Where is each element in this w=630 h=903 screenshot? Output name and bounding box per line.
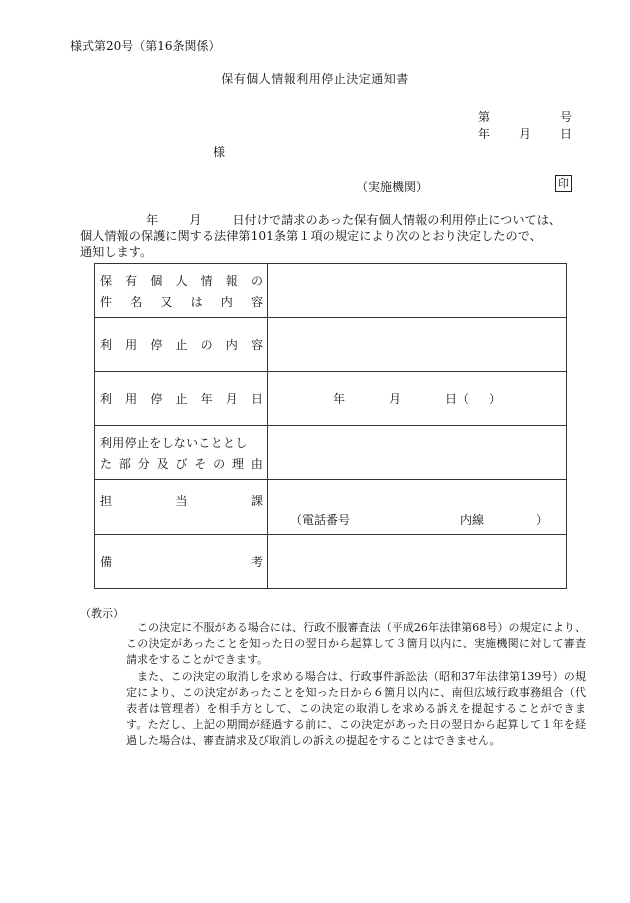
phone-number-label: （電話番号 [290,513,351,527]
label-date: 利 用 停 止 年 月 日 [95,372,268,426]
label-content: 利 用 停 止 の 内 容 [95,318,268,372]
body-line-1-rest: 日付けで請求のあった保有個人情報の利用停止については、 [232,213,562,227]
extension-label: 内線 [460,513,485,527]
date-year: 年 [478,127,491,141]
notes-paragraph-2: また、この決定の取消しを求める場合は、行政事件訴訟法（昭和37年法律第139号）の規定により、この決定があったことを知った日から６箇月以内に、南但広域行政事務組合（代表者は管理者）を相手方として、この決定の取消しを求める訴えを提起することができます。ただし、上記の期間が経過する前に、この決定があった日の翌日から起算して１年を経過した場合は、審査請求及び取消しの訴えの提起をすることはできません。 [126,669,586,748]
decision-table [94,263,567,589]
body-line-1 [80,212,586,228]
body-line-2: 個人情報の保護に関する法律第101条第１項の規定により次のとおり決定したので、 [80,229,542,243]
table-row-remarks [95,535,567,589]
phone-close-paren: ） [536,513,549,527]
document-title: 保有個人情報利用停止決定通知書 [221,72,409,86]
implementing-agency: （実施機関） [356,180,429,194]
seal-stamp: 印 [555,175,572,192]
body-month: 月 [189,213,202,227]
value-content[interactable] [268,318,567,372]
label-section: 担 当 課 [95,480,268,535]
body-text [80,212,586,260]
number-dai: 第 [478,110,491,124]
table-row-date [95,372,567,426]
label-remarks: 備 考 [95,535,268,589]
recipient-sama: 様 [213,145,226,159]
label-info-line-2: 件 名 又 は 内 容 [100,294,263,309]
table-row-content [95,318,567,372]
notes-heading: （教示） [80,607,124,620]
table-row-info [95,264,567,318]
table-row-reason [95,426,567,480]
body-line-3: 通知します。 [80,245,153,259]
value-section[interactable] [268,480,567,535]
notes-body [126,620,586,750]
form-number: 様式第20号（第16条関係） [70,39,221,53]
label-info-line-1: 保 有 個 人 情 報 の [100,273,263,288]
value-info[interactable] [268,264,567,318]
body-year: 年 [146,213,159,227]
date-month: 月 [519,127,532,141]
value-date[interactable]: 年 月 日（ ） [268,372,567,426]
value-reason[interactable] [268,426,567,480]
label-reason: 利用停止をしないこととし た 部 分 及 び そ の 理 由 [95,426,268,480]
label-info [95,264,268,318]
table-row-section [95,480,567,535]
date-day: 日 [560,127,573,141]
value-remarks[interactable] [268,535,567,589]
notes-paragraph-1: この決定に不服がある場合には、行政不服審査法（平成26年法律第68号）の規定により、この決定があったことを知った日の翌日から起算して３箇月以内に、実施機関に対して審査請求をすることができます。 [126,621,586,667]
number-go: 号 [560,110,573,124]
